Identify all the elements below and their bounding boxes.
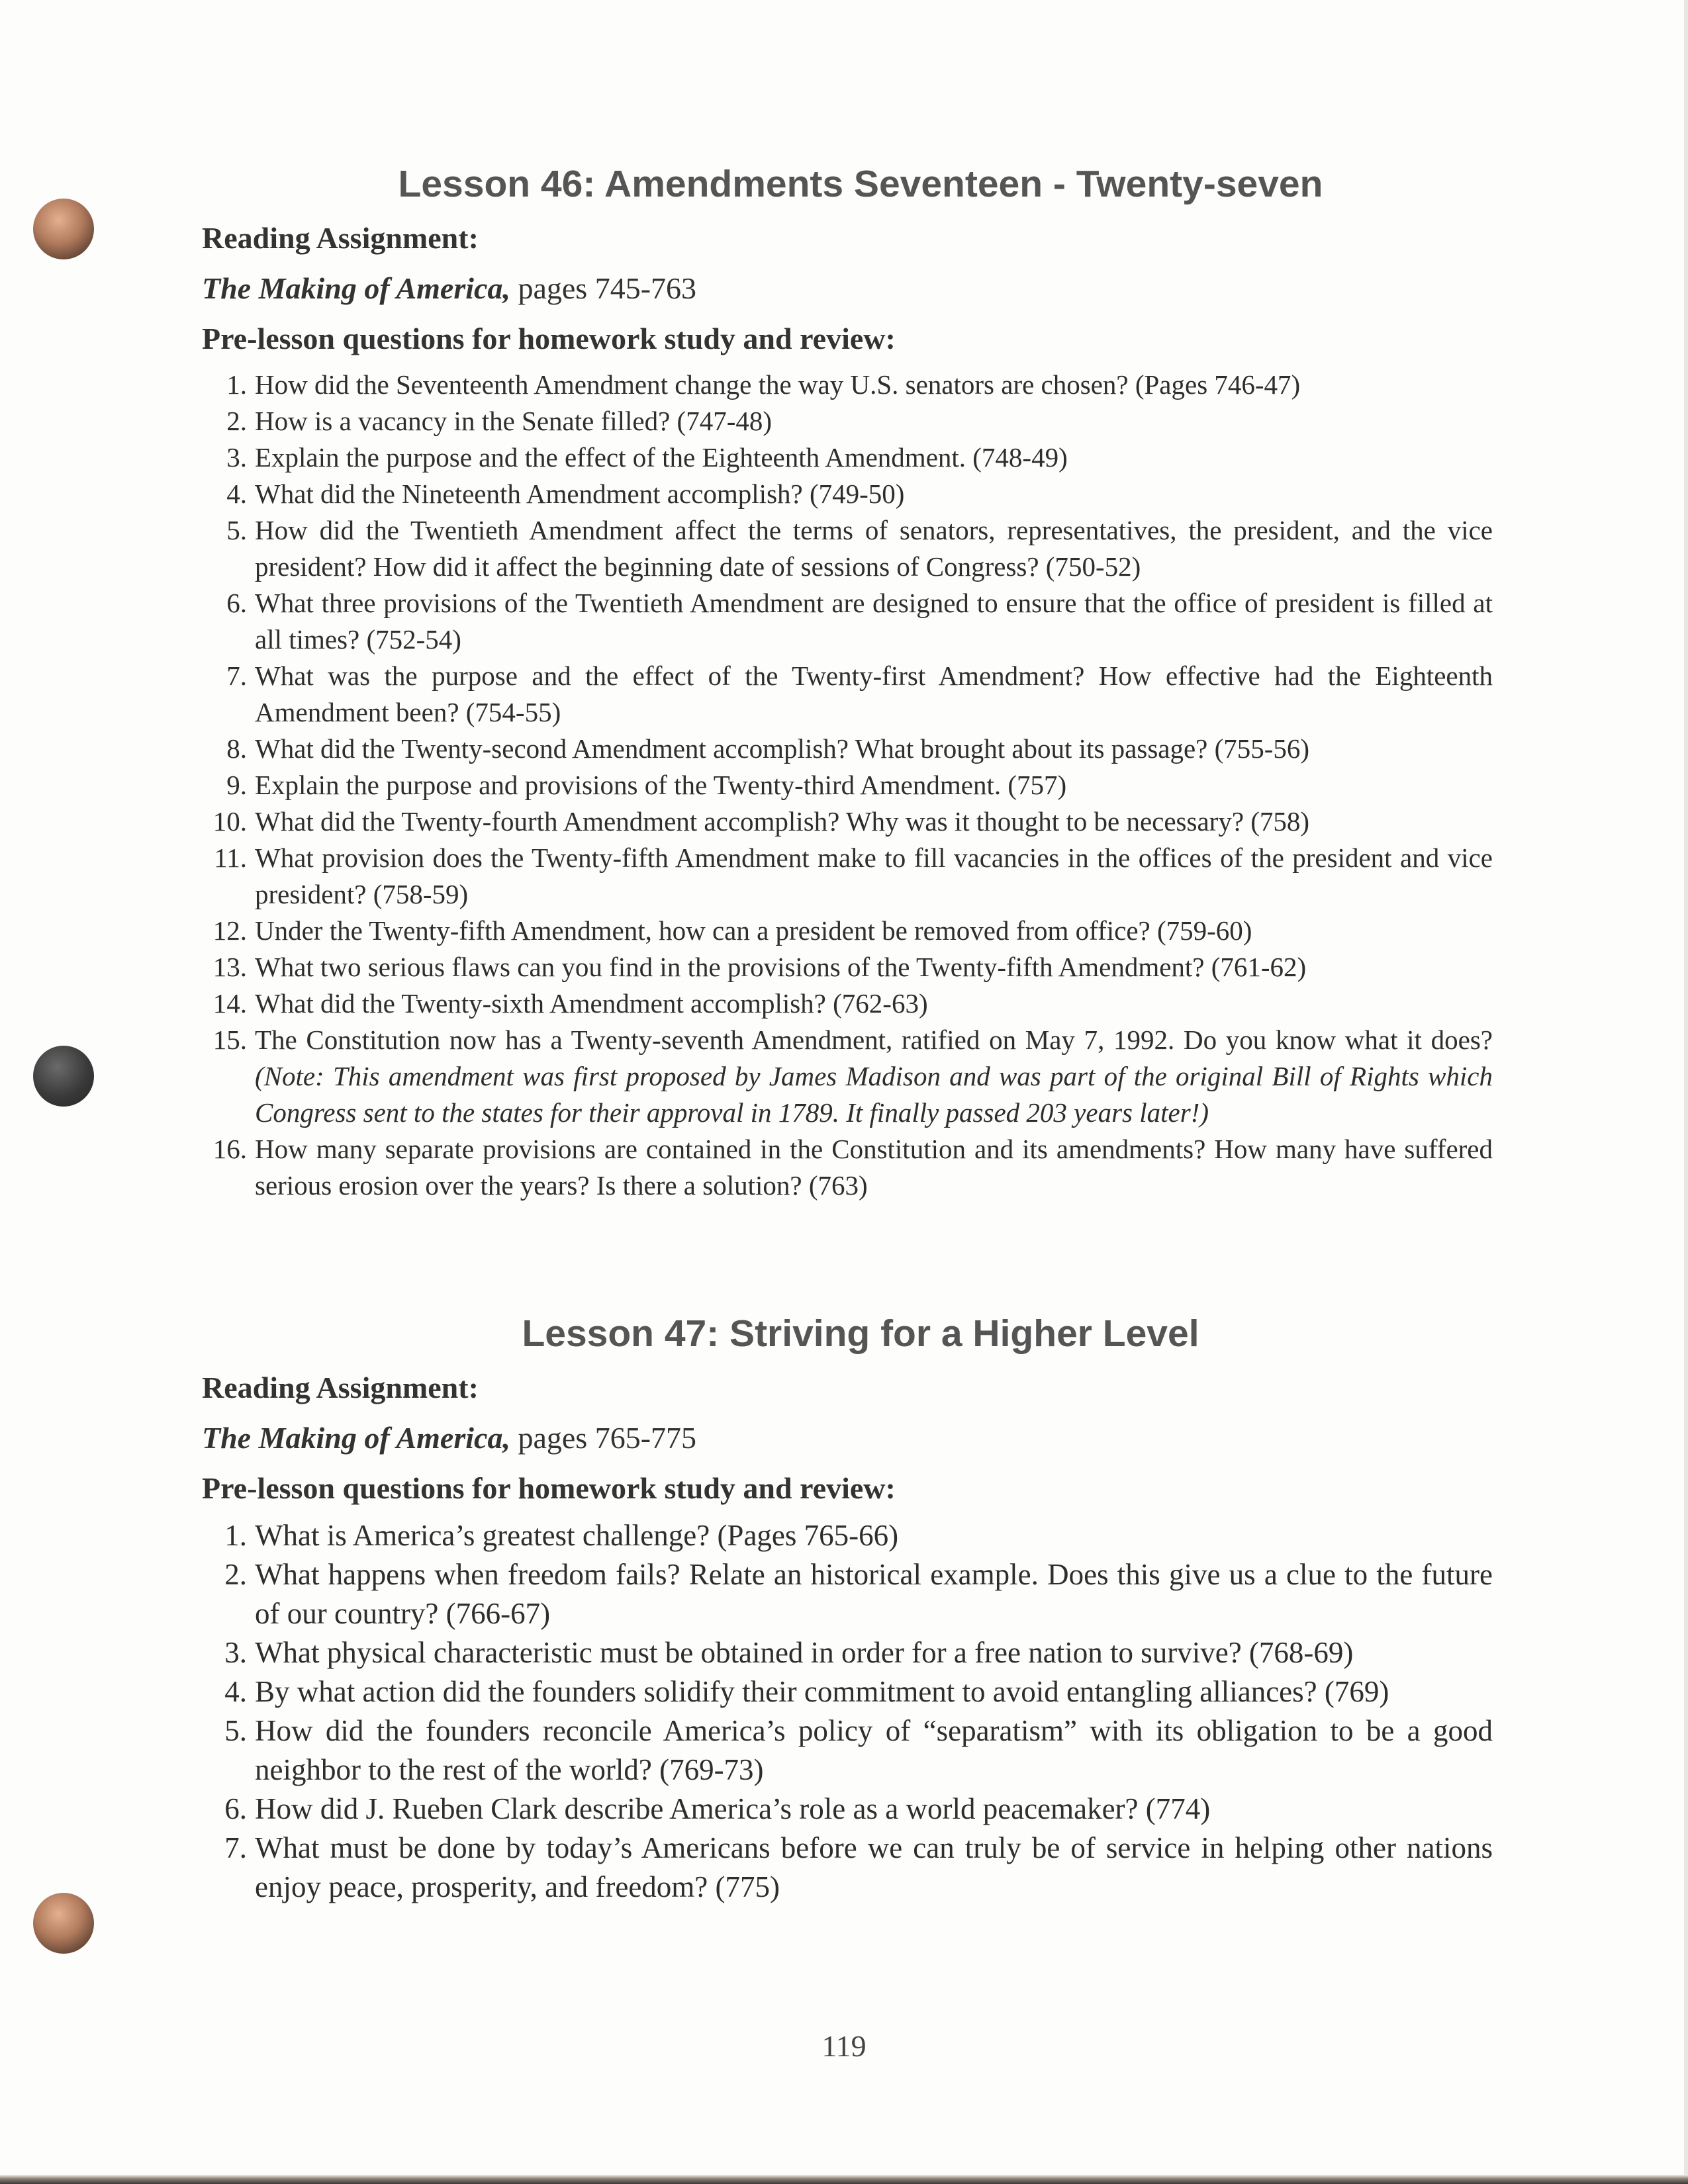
question-text: [255, 1555, 1493, 1633]
page-edge: [1684, 0, 1688, 2184]
question-text: [255, 949, 1493, 985]
book-title: The Making of America,: [202, 271, 510, 305]
question-text: [255, 731, 1493, 767]
question-text: [255, 439, 1493, 476]
question-item: [202, 367, 1493, 403]
question-text: [255, 767, 1493, 803]
question-number: 15.: [212, 1024, 247, 1055]
reading-assignment: [202, 262, 1493, 315]
book-pages: pages 745-763: [510, 271, 697, 305]
question-number: 11.: [214, 842, 247, 873]
question-number: 1.: [226, 369, 247, 400]
question-text: [255, 1790, 1493, 1829]
question-text: [255, 512, 1493, 585]
question-body: What must be done by today’s Americans before we can truly be of service in helping other nations enjoy peace, prosperity, and freedom? (775): [255, 1831, 1493, 1903]
question-body: What provision does the Twenty-fifth Amendment make to fill vacancies in the offices of the president and vice president? (758-59): [255, 842, 1493, 909]
question-item: [202, 985, 1493, 1022]
question-item: [202, 1790, 1493, 1829]
lesson-46-section: [202, 158, 1493, 1204]
question-number: 5.: [224, 1714, 247, 1747]
question-item: [202, 913, 1493, 949]
question-item: [202, 1633, 1493, 1672]
question-number: 7.: [224, 1831, 247, 1864]
question-body: What is America’s greatest challenge? (Pages 765-66): [255, 1519, 899, 1552]
question-text: [255, 585, 1493, 658]
question-number: 6.: [224, 1792, 247, 1825]
question-body: The Constitution now has a Twenty-seventh Amendment, ratified on May 7, 1992. Do you know what it does?: [255, 1024, 1493, 1055]
questions-label: Pre-lesson questions for homework study and review:: [202, 322, 896, 355]
question-list: [202, 1516, 1493, 1907]
binder-hole-bottom: [33, 1893, 94, 1954]
question-text: [255, 1829, 1493, 1907]
question-item: [202, 731, 1493, 767]
question-text: [255, 803, 1493, 840]
question-item: [202, 767, 1493, 803]
question-body: What two serious flaws can you find in the provisions of the Twenty-fifth Amendment? (761-62): [255, 952, 1307, 982]
question-text: [255, 658, 1493, 731]
question-number: 14.: [212, 988, 247, 1019]
question-body: Under the Twenty-fifth Amendment, how can a president be removed from office? (759-60): [255, 915, 1252, 946]
question-number: 3.: [226, 442, 247, 473]
question-list: [202, 367, 1493, 1204]
question-number: 9.: [226, 770, 247, 800]
question-number: 5.: [226, 515, 247, 545]
question-text: [255, 1516, 1493, 1555]
page-number: 119: [821, 2029, 867, 2063]
question-note: (Note: This amendment was first proposed by James Madison and was part of the original Bill of Rights which Congress sent to the states for their approval in 1789. It finally passed 203 years later!): [255, 1061, 1493, 1128]
question-body: What physical characteristic must be obtained in order for a free nation to survive? (768-69): [255, 1636, 1354, 1669]
question-number: 1.: [224, 1519, 247, 1552]
reading-assignment: [202, 1412, 1493, 1465]
binder-hole-top: [33, 199, 94, 259]
question-text: [255, 1022, 1493, 1131]
question-item: [202, 512, 1493, 585]
lesson-47-section: [202, 1307, 1493, 1907]
question-item: [202, 1131, 1493, 1204]
question-item: [202, 1829, 1493, 1907]
question-body: What happens when freedom fails? Relate an historical example. Does this give us a clue to the future of our country? (766-67): [255, 1558, 1493, 1630]
question-item: [202, 1022, 1493, 1131]
question-item: [202, 439, 1493, 476]
book-title: The Making of America,: [202, 1421, 510, 1455]
question-text: [255, 1131, 1493, 1204]
question-item: [202, 949, 1493, 985]
question-body: How did J. Rueben Clark describe America’s role as a world peacemaker? (774): [255, 1792, 1211, 1825]
question-body: What was the purpose and the effect of the Twenty-first Amendment? How effective had the Eighteenth Amendment been? (754-55): [255, 660, 1493, 727]
question-body: What did the Twenty-sixth Amendment accomplish? (762-63): [255, 988, 928, 1019]
reading-assignment-label: Reading Assignment:: [202, 1371, 479, 1404]
question-item: [202, 803, 1493, 840]
question-body: How did the Seventeenth Amendment change the way U.S. senators are chosen? (Pages 746-47): [255, 369, 1301, 400]
question-body: What three provisions of the Twentieth Amendment are designed to ensure that the office of president is filled at all times? (752-54): [255, 588, 1493, 655]
question-text: [255, 476, 1493, 512]
question-number: 3.: [224, 1636, 247, 1669]
question-item: [202, 1516, 1493, 1555]
question-item: [202, 476, 1493, 512]
question-body: What did the Nineteenth Amendment accomplish? (749-50): [255, 478, 905, 509]
question-body: By what action did the founders solidify their commitment to avoid entangling alliances? (769): [255, 1675, 1389, 1708]
question-item: [202, 1711, 1493, 1790]
question-item: [202, 1672, 1493, 1711]
question-number: 4.: [224, 1675, 247, 1708]
question-item: [202, 1555, 1493, 1633]
page-bottom-edge: [0, 2175, 1688, 2184]
question-body: What did the Twenty-fourth Amendment accomplish? Why was it thought to be necessary? (758): [255, 806, 1310, 837]
question-body: How many separate provisions are contained in the Constitution and its amendments? How many have suffered serious erosion over the years? Is there a solution? (763): [255, 1134, 1493, 1201]
question-text: [255, 403, 1493, 439]
question-number: 16.: [212, 1134, 247, 1164]
question-number: 12.: [212, 915, 247, 946]
question-body: How is a vacancy in the Senate filled? (747-48): [255, 406, 773, 436]
question-body: How did the founders reconcile America’s policy of “separatism” with its obligation to be a good neighbor to the rest of the world? (769-73): [255, 1714, 1493, 1786]
question-item: [202, 585, 1493, 658]
question-text: [255, 1672, 1493, 1711]
question-text: [255, 367, 1493, 403]
binder-hole-middle: [33, 1046, 94, 1107]
question-body: Explain the purpose and provisions of the Twenty-third Amendment. (757): [255, 770, 1067, 800]
question-item: [202, 403, 1493, 439]
question-number: 4.: [226, 478, 247, 509]
question-number: 8.: [226, 733, 247, 764]
lesson-title: Lesson 46: Amendments Seventeen - Twenty-seven: [398, 163, 1323, 205]
questions-label: Pre-lesson questions for homework study and review:: [202, 1471, 896, 1505]
question-text: [255, 913, 1493, 949]
question-number: 6.: [226, 588, 247, 618]
question-item: [202, 658, 1493, 731]
lesson-title: Lesson 47: Striving for a Higher Level: [522, 1312, 1199, 1355]
question-text: [255, 840, 1493, 913]
question-number: 2.: [224, 1558, 247, 1591]
book-pages: pages 765-775: [510, 1421, 697, 1455]
question-text: [255, 1711, 1493, 1790]
question-text: [255, 985, 1493, 1022]
question-text: [255, 1633, 1493, 1672]
question-body: How did the Twentieth Amendment affect the terms of senators, representatives, the president, and the vice president? How did it affect the beginning date of sessions of Congress? (750-52): [255, 515, 1493, 582]
question-number: 2.: [226, 406, 247, 436]
question-item: [202, 840, 1493, 913]
question-body: What did the Twenty-second Amendment accomplish? What brought about its passage? (755-56): [255, 733, 1310, 764]
question-number: 7.: [226, 660, 247, 691]
reading-assignment-label: Reading Assignment:: [202, 221, 479, 255]
question-number: 10.: [212, 806, 247, 837]
question-body: Explain the purpose and the effect of the Eighteenth Amendment. (748-49): [255, 442, 1068, 473]
question-number: 13.: [212, 952, 247, 982]
